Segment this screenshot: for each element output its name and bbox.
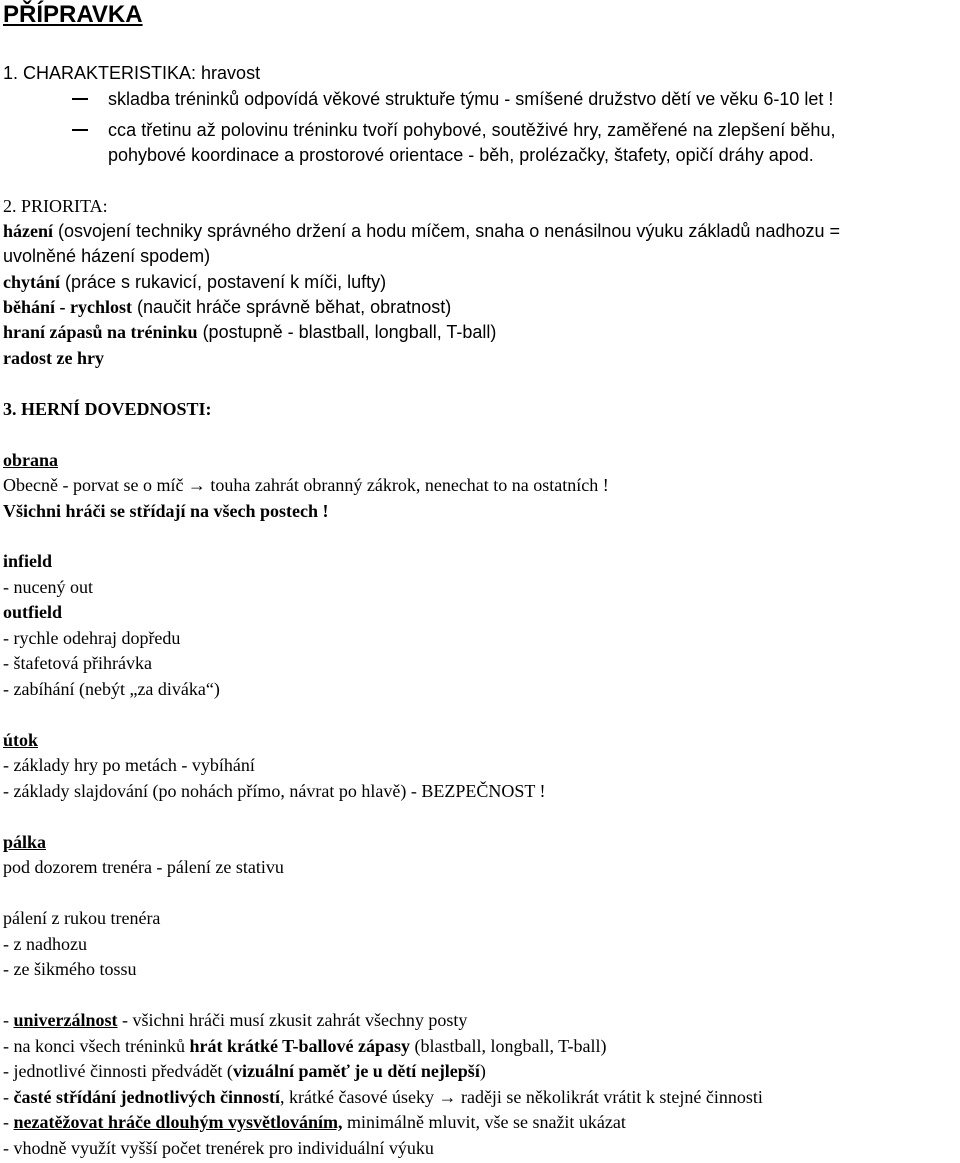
note-emphasis: časté střídání jednotlivých činností <box>13 1087 281 1107</box>
note-nezatezovat <box>3 1110 626 1134</box>
note-trenerky: - vhodně využít vyšší počet trenérek pro individuální výuku <box>3 1138 434 1158</box>
priority-hrani <box>3 320 496 344</box>
priority-hazeni <box>3 219 840 243</box>
outfield-label: outfield <box>3 602 63 622</box>
obrana-label: obrana <box>3 450 59 470</box>
priority-hazeni-label: házení <box>3 221 54 241</box>
priority-behani-label: běhání - rychlost <box>3 297 133 317</box>
priority-hazeni-continued: uvolněné házení spodem) <box>3 246 211 266</box>
note-prefix: - <box>3 1087 14 1107</box>
palka-item: - ze šikmého tossu <box>3 959 137 979</box>
note-emphasis: vizuální paměť je u dětí nejlepší <box>232 1061 480 1081</box>
priority-hrani-text: (postupně - blastball, longball, T-ball) <box>197 322 497 342</box>
obrana-bold-note: Všichni hráči se střídají na všech postech ! <box>3 501 329 521</box>
palka-item: - z nadhozu <box>3 934 87 954</box>
outfield-item: - zabíhání (nebýt „za diváka“) <box>3 679 220 699</box>
priority-hazeni-text: (osvojení techniky správného držení a hodu míčem, snaha o nenásilnou výuku základů nadhozu = <box>53 221 841 241</box>
note-emphasis: univerzálnost <box>13 1010 118 1030</box>
priority-behani <box>3 295 451 319</box>
note-predvadet <box>3 1059 486 1083</box>
palka-text: pálení z rukou trenéra <box>3 908 161 928</box>
note-emphasis: nezatěžovat hráče dlouhým vysvětlováním, <box>13 1112 343 1132</box>
palka-label: pálka <box>3 832 47 852</box>
obrana-text: Obecně - porvat se o míč → touha zahrát obranný zákrok, nenechat to na ostatních ! <box>3 475 609 495</box>
dash-bullet-icon <box>72 87 88 111</box>
outfield-item: - rychle odehraj dopředu <box>3 628 181 648</box>
note-emphasis: hrát krátké T-ballové zápasy <box>189 1036 410 1056</box>
note-text: - všichni hráči musí zkusit zahrát všechny posty <box>117 1010 468 1030</box>
note-zapasy <box>3 1034 606 1058</box>
priority-radost: radost ze hry <box>3 348 104 368</box>
outfield-item: - štafetová přihrávka <box>3 653 152 673</box>
note-prefix: - <box>3 1112 14 1132</box>
note-stridani <box>3 1085 763 1109</box>
priority-chytani-label: chytání <box>3 272 61 292</box>
note-text: minimálně mluvit, vše se snažit ukázat <box>342 1112 626 1132</box>
section1-bullet1: skladba tréninků odpovídá věkové struktuře týmu - smíšené družstvo dětí ve věku 6-10 let ! <box>108 89 834 109</box>
palka-text: pod dozorem trenéra - pálení ze stativu <box>3 857 284 877</box>
note-text: - jednotlivé činnosti předvádět ( <box>3 1061 233 1081</box>
note-text: ) <box>479 1061 486 1081</box>
section3-heading: 3. HERNÍ DOVEDNOSTI: <box>3 399 212 419</box>
page-title: PŘÍPRAVKA <box>3 1 143 28</box>
dash-bullet-icon <box>72 118 88 142</box>
utok-label: útok <box>3 730 39 750</box>
section2-heading: 2. PRIORITA: <box>3 196 108 216</box>
priority-chytani <box>3 270 386 294</box>
priority-behani-text: (naučit hráče správně běhat, obratnost) <box>132 297 452 317</box>
note-prefix: - <box>3 1010 14 1030</box>
utok-item: - základy slajdování (po nohách přímo, návrat po hlavě) - BEZPEČNOST ! <box>3 781 546 801</box>
infield-label: infield <box>3 551 53 571</box>
section1-bullet2-line2: pohybové koordinace a prostorové orientace - běh, prolézačky, štafety, opičí dráhy apod. <box>108 145 814 165</box>
note-text: - na konci všech tréninků <box>3 1036 190 1056</box>
section1-bullet2-line1: cca třetinu až polovinu tréninku tvoří pohybové, soutěživé hry, zaměřené na zlepšení běhu, <box>108 120 836 140</box>
infield-item: - nucený out <box>3 577 93 597</box>
utok-item: - základy hry po metách - vybíhání <box>3 755 255 775</box>
note-text: , krátké časové úseky → raději se několikrát vrátit k stejné činnosti <box>280 1087 763 1107</box>
note-univerzalnost <box>3 1008 467 1032</box>
section1-heading: 1. CHARAKTERISTIKA: hravost <box>3 63 261 83</box>
priority-hrani-label: hraní zápasů na tréninku <box>3 322 198 342</box>
priority-chytani-text: (práce s rukavicí, postavení k míči, lufty) <box>60 272 387 292</box>
note-text: (blastball, longball, T-ball) <box>409 1036 607 1056</box>
